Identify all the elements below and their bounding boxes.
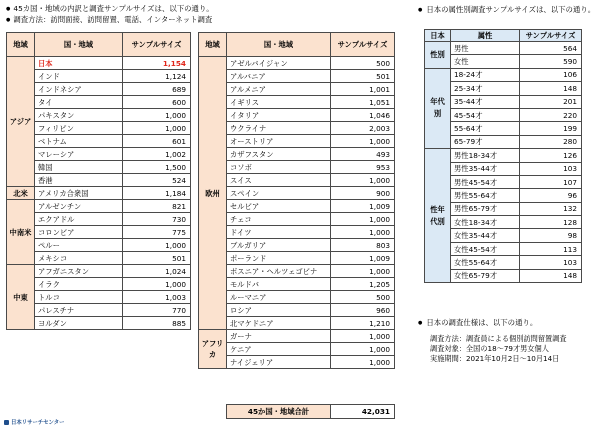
row-label: インドネシア	[35, 83, 123, 96]
row-label: 45-54才	[451, 108, 520, 121]
row-label: 女性45-54才	[451, 242, 520, 255]
table-row	[199, 252, 395, 265]
row-label: ナイジェリア	[227, 356, 331, 369]
row-label: ヨルダン	[35, 317, 123, 330]
row-label: 香港	[35, 174, 123, 187]
row-label: コソボ	[227, 161, 331, 174]
logo-mark-icon	[4, 420, 9, 425]
row-sample-size: 199	[520, 122, 582, 135]
row-label: ブルガリア	[227, 239, 331, 252]
row-sample-size: 103	[520, 256, 582, 269]
note-breakdown: ● 45カ国・地域の内訳と調査サンプルサイズは、以下の通り。	[6, 4, 214, 15]
row-label: ロシア	[227, 304, 331, 317]
logo-text: 日本リサーチセンター	[11, 420, 65, 426]
table-row	[199, 148, 395, 161]
row-sample-size: 128	[520, 216, 582, 229]
table-row	[7, 213, 191, 226]
table-row	[7, 135, 191, 148]
table-row	[199, 135, 395, 148]
table-row	[199, 213, 395, 226]
header-sample: サンプルサイズ	[520, 30, 582, 42]
intro-notes	[6, 4, 214, 25]
table-row	[199, 239, 395, 252]
row-label: 25-34才	[451, 82, 520, 95]
region-label: 欧州	[199, 57, 227, 330]
row-label: タイ	[35, 96, 123, 109]
table-row	[7, 148, 191, 161]
header-row	[199, 33, 395, 57]
header-row	[425, 30, 582, 42]
row-sample-size: 1,124	[123, 70, 191, 83]
row-label: 65-79才	[451, 135, 520, 148]
table-row	[7, 304, 191, 317]
table-row	[7, 226, 191, 239]
row-label: インド	[35, 70, 123, 83]
row-label: アメリカ合衆国	[35, 187, 123, 200]
row-sample-size: 1,000	[123, 239, 191, 252]
table-row	[7, 161, 191, 174]
company-logo	[4, 418, 64, 426]
row-sample-size: 148	[520, 82, 582, 95]
row-label: 男性35-44才	[451, 162, 520, 175]
row-sample-size: 590	[520, 55, 582, 68]
table-row	[7, 317, 191, 330]
table-row	[199, 330, 395, 343]
header-japan: 日本	[425, 30, 451, 42]
row-sample-size: 770	[123, 304, 191, 317]
row-label: ウクライナ	[227, 122, 331, 135]
header-attribute: 属性	[451, 30, 520, 42]
row-sample-size: 1,210	[331, 317, 395, 330]
row-label: ルーマニア	[227, 291, 331, 304]
row-sample-size: 1,205	[331, 278, 395, 291]
region-label: アジア	[7, 57, 35, 187]
row-label: アゼルバイジャン	[227, 57, 331, 70]
row-label: 35-44才	[451, 95, 520, 108]
table-row	[199, 109, 395, 122]
row-sample-size: 900	[331, 187, 395, 200]
table-row	[199, 122, 395, 135]
row-sample-size: 1,024	[123, 265, 191, 278]
row-label: ボスニア・ヘルツェゴビナ	[227, 265, 331, 278]
row-label: 北マケドニア	[227, 317, 331, 330]
table-row	[199, 265, 395, 278]
row-label: 女性18-34才	[451, 216, 520, 229]
row-label: ペルー	[35, 239, 123, 252]
table-row	[425, 68, 582, 81]
total-table	[226, 404, 395, 419]
table-row	[7, 265, 191, 278]
row-sample-size: 1,500	[123, 161, 191, 174]
row-sample-size: 500	[331, 57, 395, 70]
row-sample-size: 113	[520, 242, 582, 255]
row-label: イギリス	[227, 96, 331, 109]
row-label: ベトナム	[35, 135, 123, 148]
survey-period: 実施期間：2021年10月2日～10月14日	[430, 354, 560, 363]
row-sample-size: 148	[520, 269, 582, 282]
table-row	[199, 174, 395, 187]
row-sample-size: 132	[520, 202, 582, 215]
row-sample-size: 1,000	[331, 226, 395, 239]
row-label: 日本	[35, 57, 123, 70]
row-label: ガーナ	[227, 330, 331, 343]
row-label: 女性55-64才	[451, 256, 520, 269]
row-sample-size: 601	[123, 135, 191, 148]
row-label: アルメニア	[227, 83, 331, 96]
region-label: 性年代別	[425, 149, 451, 283]
row-sample-size: 103	[520, 162, 582, 175]
table-row	[7, 122, 191, 135]
row-sample-size: 1,184	[123, 187, 191, 200]
table-row	[199, 187, 395, 200]
note-method: ● 調査方法：訪問面接、訪問留置、電話、インターネット調査	[6, 15, 214, 26]
row-label: アルバニア	[227, 70, 331, 83]
row-sample-size: 220	[520, 108, 582, 121]
region-label: アフリカ	[199, 330, 227, 369]
region-label: 性別	[425, 42, 451, 69]
table-row	[199, 226, 395, 239]
row-label: ポーランド	[227, 252, 331, 265]
japan-attribute-table	[424, 29, 582, 283]
table-row	[7, 109, 191, 122]
row-sample-size: 1,000	[123, 122, 191, 135]
row-sample-size: 775	[123, 226, 191, 239]
row-sample-size: 1,000	[331, 356, 395, 369]
row-label: イタリア	[227, 109, 331, 122]
row-label: チェコ	[227, 213, 331, 226]
total-row	[227, 405, 395, 419]
row-label: アルゼンチン	[35, 200, 123, 213]
header-region: 地域	[7, 33, 35, 57]
table-row	[7, 278, 191, 291]
row-label: 男性18-34才	[451, 149, 520, 162]
row-label: 男性45-54才	[451, 175, 520, 188]
table-row	[199, 57, 395, 70]
total-label: 45か国・地域合計	[227, 405, 331, 419]
row-label: フィリピン	[35, 122, 123, 135]
header-sample: サンプルサイズ	[331, 33, 395, 57]
table-row	[7, 57, 191, 70]
table-row	[199, 317, 395, 330]
row-label: ケニア	[227, 343, 331, 356]
japan-attribute-note: ● 日本の属性別調査サンプルサイズは、以下の通り。	[418, 5, 595, 15]
row-sample-size: 1,046	[331, 109, 395, 122]
total-value: 42,031	[331, 405, 395, 419]
survey-method: 調査方法：調査員による個別訪問留置調査	[430, 334, 567, 343]
row-sample-size: 500	[331, 291, 395, 304]
row-sample-size: 1,051	[331, 96, 395, 109]
row-sample-size: 1,000	[331, 330, 395, 343]
row-sample-size: 524	[123, 174, 191, 187]
header-country: 国・地域	[227, 33, 331, 57]
row-sample-size: 126	[520, 149, 582, 162]
row-label: パレスチナ	[35, 304, 123, 317]
survey-spec	[430, 334, 567, 364]
row-sample-size: 1,003	[123, 291, 191, 304]
row-label: カザフスタン	[227, 148, 331, 161]
sample-table-left	[6, 32, 191, 330]
row-sample-size: 821	[123, 200, 191, 213]
header-region: 地域	[199, 33, 227, 57]
row-label: パキスタン	[35, 109, 123, 122]
row-sample-size: 1,154	[123, 57, 191, 70]
row-label: ドイツ	[227, 226, 331, 239]
row-label: スペイン	[227, 187, 331, 200]
table-row	[7, 200, 191, 213]
row-label: 男性65-79才	[451, 202, 520, 215]
table-row	[199, 200, 395, 213]
table-row	[199, 278, 395, 291]
row-sample-size: 1,000	[123, 278, 191, 291]
row-sample-size: 1,000	[331, 343, 395, 356]
table-row	[199, 291, 395, 304]
row-sample-size: 280	[520, 135, 582, 148]
row-label: セルビア	[227, 200, 331, 213]
row-label: トルコ	[35, 291, 123, 304]
table-row	[7, 70, 191, 83]
row-sample-size: 1,000	[331, 135, 395, 148]
row-label: 18-24才	[451, 68, 520, 81]
region-label: 年代別	[425, 68, 451, 148]
table-row	[7, 239, 191, 252]
row-label: エクアドル	[35, 213, 123, 226]
row-label: オーストリア	[227, 135, 331, 148]
row-label: スイス	[227, 174, 331, 187]
row-sample-size: 730	[123, 213, 191, 226]
row-label: 女性65-79才	[451, 269, 520, 282]
table-row	[7, 96, 191, 109]
row-sample-size: 501	[123, 252, 191, 265]
row-sample-size: 953	[331, 161, 395, 174]
row-label: コロンビア	[35, 226, 123, 239]
row-sample-size: 1,000	[331, 213, 395, 226]
table-row	[7, 252, 191, 265]
row-label: 男性55-64才	[451, 189, 520, 202]
row-label: イラク	[35, 278, 123, 291]
row-sample-size: 689	[123, 83, 191, 96]
table-row	[199, 70, 395, 83]
row-label: 女性	[451, 55, 520, 68]
table-row	[425, 149, 582, 162]
row-sample-size: 493	[331, 148, 395, 161]
table-row	[7, 187, 191, 200]
row-sample-size: 96	[520, 189, 582, 202]
header-row	[7, 33, 191, 57]
row-sample-size: 803	[331, 239, 395, 252]
row-label: 韓国	[35, 161, 123, 174]
row-sample-size: 1,000	[331, 174, 395, 187]
table-row	[7, 83, 191, 96]
sample-table-middle	[198, 32, 395, 369]
row-sample-size: 1,001	[331, 83, 395, 96]
row-sample-size: 600	[123, 96, 191, 109]
row-sample-size: 885	[123, 317, 191, 330]
row-sample-size: 107	[520, 175, 582, 188]
survey-spec-note: ● 日本の調査仕様は、以下の通り。	[418, 318, 537, 328]
region-label: 中東	[7, 265, 35, 330]
row-label: モルドバ	[227, 278, 331, 291]
row-sample-size: 960	[331, 304, 395, 317]
row-sample-size: 1,002	[123, 148, 191, 161]
table-row	[199, 356, 395, 369]
row-sample-size: 1,009	[331, 200, 395, 213]
table-row	[199, 304, 395, 317]
survey-target: 調査対象：全国の18～79才男女個人	[430, 344, 549, 353]
table-row	[199, 83, 395, 96]
row-sample-size: 1,009	[331, 252, 395, 265]
row-sample-size: 106	[520, 68, 582, 81]
row-sample-size: 201	[520, 95, 582, 108]
table-row	[7, 291, 191, 304]
row-sample-size: 2,003	[331, 122, 395, 135]
region-label: 北米	[7, 187, 35, 200]
region-label: 中南米	[7, 200, 35, 265]
table-row	[199, 161, 395, 174]
table-row	[199, 96, 395, 109]
row-label: メキシコ	[35, 252, 123, 265]
header-country: 国・地域	[35, 33, 123, 57]
row-sample-size: 98	[520, 229, 582, 242]
row-label: 女性35-44才	[451, 229, 520, 242]
row-label: マレーシア	[35, 148, 123, 161]
table-row	[425, 42, 582, 55]
row-sample-size: 1,000	[123, 109, 191, 122]
row-sample-size: 1,000	[331, 265, 395, 278]
row-sample-size: 564	[520, 42, 582, 55]
row-label: アフガニスタン	[35, 265, 123, 278]
header-sample: サンプルサイズ	[123, 33, 191, 57]
row-label: 男性	[451, 42, 520, 55]
table-row	[7, 174, 191, 187]
table-row	[199, 343, 395, 356]
row-sample-size: 501	[331, 70, 395, 83]
row-label: 55-64才	[451, 122, 520, 135]
